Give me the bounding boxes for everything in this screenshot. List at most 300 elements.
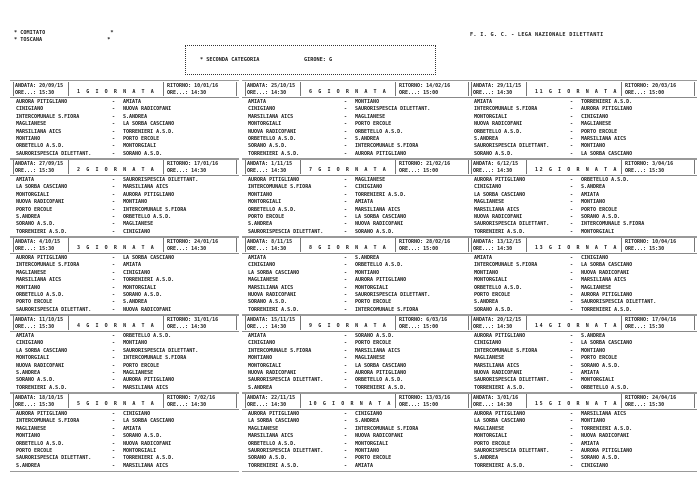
match-dash: - (570, 206, 574, 213)
home-team: PORTO ERCOLE (474, 440, 511, 447)
andata-date: ANDATA: 20/09/15 (15, 83, 64, 89)
match-dash: - (112, 411, 116, 417)
match-dash: - (344, 284, 348, 291)
round-number: 13 G I O R N A T A (535, 245, 618, 251)
away-team: AMIATA (123, 425, 142, 432)
match-row (242, 136, 471, 143)
away-team: CINIGIANO (581, 462, 609, 469)
andata-time: ORE...: 14:30 (247, 402, 287, 408)
home-team: MONTORGIALI (248, 121, 282, 128)
away-team: NUOVA RADICOFANI (581, 433, 630, 440)
match-row (242, 99, 471, 106)
match-row (10, 441, 239, 448)
divider-mid (526, 160, 527, 174)
match-row (10, 255, 239, 262)
round-block (468, 158, 697, 238)
home-team: PORTO ERCOLE (248, 213, 285, 220)
match-dash: - (112, 184, 116, 191)
divider-right (163, 394, 164, 408)
away-team: MONTIANO (355, 447, 380, 454)
match-row (10, 214, 239, 221)
divider-left (471, 160, 472, 174)
match-row (468, 192, 697, 199)
away-team: NUOVA RADICOFANI (355, 221, 404, 228)
match-list (468, 177, 697, 236)
match-row (10, 285, 239, 292)
away-team: MONTIANO (123, 340, 148, 347)
away-team: MONTIANO (581, 199, 606, 206)
home-team: MARSILIANA AICS (248, 284, 294, 291)
ritorno-date: RITORNO: 13/03/16 (399, 395, 451, 401)
divider-right (621, 82, 622, 96)
away-team: TORRENIERI A.S.D. (123, 128, 175, 135)
match-row (468, 214, 697, 221)
divider-left (245, 160, 246, 174)
home-team: MONTIANO (248, 191, 273, 198)
divider-mid (526, 316, 527, 330)
divider-right (395, 160, 396, 174)
away-team: ORBETELLO A.S.D. (355, 377, 404, 384)
home-team: MAGLIANESE (248, 425, 279, 432)
away-team: PORTO ERCOLE (355, 340, 392, 347)
home-team: AURORA PITIGLIANO (16, 99, 68, 105)
match-row (468, 285, 697, 292)
divider-mid (300, 394, 301, 408)
home-team: INTERCOMUNALE S.FIORA (474, 347, 538, 354)
match-dash: - (112, 455, 116, 462)
round-header (242, 393, 471, 410)
match-dash: - (344, 262, 348, 269)
match-dash: - (344, 121, 348, 128)
match-dash: - (344, 143, 348, 150)
home-team: LA SORBA CASCIANO (16, 184, 68, 191)
home-team: S.ANDREA (16, 213, 41, 220)
home-team: MARSILIANA AICS (474, 362, 520, 369)
match-row (468, 370, 697, 377)
match-row (468, 136, 697, 143)
match-dash: - (344, 433, 348, 440)
round-number: 1 G I O R N A T A (77, 89, 156, 95)
match-dash: - (112, 425, 116, 432)
match-row (10, 262, 239, 269)
match-row (242, 377, 471, 384)
match-row (242, 455, 471, 462)
ritorno-date: RITORNO: 10/01/16 (167, 83, 219, 89)
match-row (10, 463, 239, 470)
match-dash: - (570, 113, 574, 120)
match-list (468, 333, 697, 392)
away-team: AMIATA (123, 262, 142, 269)
away-team: MONTORGIALI (355, 284, 389, 291)
away-team: CINIGIANO (355, 411, 383, 417)
round-number: 8 G I O R N A T A (309, 245, 388, 251)
match-dash: - (570, 384, 574, 391)
match-row (10, 207, 239, 214)
home-team: MONTORGIALI (16, 191, 50, 198)
round-number: 5 G I O R N A T A (77, 401, 156, 407)
home-team: INTERCOMUNALE S.FIORA (248, 347, 312, 354)
home-team: AMIATA (248, 99, 267, 105)
divider-end (694, 238, 695, 252)
home-team: PORTO ERCOLE (16, 299, 53, 306)
home-team: NUOVA RADICOFANI (16, 362, 65, 369)
home-team: ORBETELLO A.S.D. (248, 135, 297, 142)
home-team: SAURORISPESCIA DILETTANT. (474, 221, 550, 228)
away-team: PORTO ERCOLE (123, 362, 160, 369)
match-row (242, 363, 471, 370)
home-team: INTERCOMUNALE S.FIORA (474, 262, 538, 269)
andata-time: ORE...: 15:30 (15, 168, 55, 174)
home-team: MONTORGIALI (474, 277, 508, 284)
match-row (468, 221, 697, 228)
ritorno-date: RITORNO: 20/03/16 (625, 83, 677, 89)
home-team: ORBETELLO A.S.D. (474, 128, 523, 135)
andata-date: ANDATA: 25/10/15 (247, 83, 296, 89)
match-row (242, 262, 471, 269)
home-team: LA SORBA CASCIANO (474, 191, 526, 198)
round-number: 6 G I O R N A T A (309, 89, 388, 95)
match-dash: - (344, 213, 348, 220)
match-row (10, 184, 239, 191)
home-team: SAURORISPESCIA DILETTANT. (474, 143, 550, 150)
match-row (242, 441, 471, 448)
away-team: CINIGIANO (581, 113, 609, 120)
away-team: MAGLIANESE (355, 355, 386, 362)
match-row (468, 455, 697, 462)
divider-left (471, 238, 472, 252)
round-header (10, 315, 239, 332)
round-header (10, 159, 239, 176)
home-team: CINIGIANO (16, 340, 44, 347)
match-dash: - (344, 347, 348, 354)
away-team: MARSILIANA AICS (123, 184, 169, 191)
home-team: SAURORISPESCIA DILETTANT. (248, 228, 324, 235)
ritorno-time: ORE...: 15:00 (625, 90, 665, 96)
divider-left (245, 82, 246, 96)
andata-date: ANDATA: 3/01/16 (473, 395, 519, 401)
away-team: LA SORBA CASCIANO (123, 255, 175, 261)
match-row (242, 463, 471, 470)
match-row (242, 143, 471, 150)
match-dash: - (344, 199, 348, 206)
match-dash: - (112, 377, 116, 384)
match-row (468, 433, 697, 440)
divider-end (694, 160, 695, 174)
match-dash: - (112, 191, 116, 198)
away-team: PORTO ERCOLE (355, 121, 392, 128)
home-team: LA SORBA CASCIANO (248, 418, 300, 425)
away-team: LA SORBA CASCIANO (355, 213, 407, 220)
ritorno-time: ORE...: 15:00 (399, 246, 439, 252)
match-dash: - (112, 299, 116, 306)
match-row (242, 411, 471, 418)
away-team: AURORA PITIGLIANO (123, 377, 175, 384)
match-dash: - (344, 369, 348, 376)
andata-time: ORE...: 14:30 (473, 246, 513, 252)
match-dash: - (344, 447, 348, 454)
away-team: AURORA PITIGLIANO (581, 447, 633, 454)
match-row (468, 143, 697, 150)
home-team: CINIGIANO (16, 106, 44, 113)
match-row (468, 441, 697, 448)
match-dash: - (112, 440, 116, 447)
match-dash: - (344, 299, 348, 306)
andata-date: ANDATA: 1/11/15 (247, 161, 293, 167)
away-team: CINIGIANO (581, 255, 609, 261)
match-dash: - (344, 384, 348, 391)
away-team: MAGLIANESE (355, 113, 386, 120)
match-dash: - (570, 191, 574, 198)
match-dash: - (112, 135, 116, 142)
away-team: MAGLIANESE (581, 284, 612, 291)
match-dash: - (112, 121, 116, 128)
divider-right (163, 238, 164, 252)
home-team: MARSILIANA AICS (248, 433, 294, 440)
away-team: LA SORBA CASCIANO (581, 150, 633, 157)
federation-title: F. I. G. C. - LEGA NAZIONALE DILETTANTI (470, 32, 604, 38)
away-team: MONTIANO (581, 143, 606, 150)
region-line: * TOSCANA * (14, 37, 111, 43)
home-team: MONTIANO (16, 433, 41, 440)
away-team: AURORA PITIGLIANO (581, 106, 633, 113)
away-team: INTERCOMUNALE S.FIORA (355, 306, 419, 313)
match-dash: - (570, 306, 574, 313)
home-team: CINIGIANO (248, 106, 276, 113)
divider-left (471, 394, 472, 408)
round-header (242, 315, 471, 332)
home-team: CINIGIANO (248, 340, 276, 347)
round-header (242, 237, 471, 254)
match-dash: - (112, 206, 116, 213)
match-dash: - (570, 455, 574, 462)
divider-end (694, 316, 695, 330)
match-dash: - (112, 143, 116, 150)
away-team: MARSILIANA AICS (355, 347, 401, 354)
match-dash: - (112, 340, 116, 347)
match-row (242, 285, 471, 292)
match-dash: - (112, 221, 116, 228)
match-row (10, 192, 239, 199)
match-row (468, 377, 697, 384)
home-team: MARSILIANA AICS (248, 113, 294, 120)
match-row (10, 340, 239, 347)
home-team: MAGLIANESE (16, 425, 47, 432)
match-row (10, 377, 239, 384)
match-list (242, 411, 471, 470)
match-row (468, 106, 697, 113)
match-dash: - (570, 369, 574, 376)
andata-date: ANDATA: 6/12/15 (473, 161, 519, 167)
match-dash: - (112, 384, 116, 391)
away-team: ORBETELLO A.S.D. (355, 262, 404, 269)
andata-date: ANDATA: 11/10/15 (15, 317, 64, 323)
match-dash: - (570, 333, 574, 339)
andata-date: ANDATA: 4/10/15 (15, 239, 61, 245)
andata-time: ORE...: 14:30 (247, 246, 287, 252)
divider-left (245, 394, 246, 408)
away-team: AURORA PITIGLIANO (355, 277, 407, 284)
away-team: AURORA PITIGLIANO (355, 150, 407, 157)
round-block (468, 314, 697, 394)
match-dash: - (112, 262, 116, 269)
committee-line: * COMITATO * (14, 30, 114, 36)
round-block (10, 158, 239, 238)
away-team: ORBETELLO A.S.D. (355, 128, 404, 135)
home-team: SAURORISPESCIA DILETTANT. (248, 447, 324, 454)
match-row (468, 340, 697, 347)
away-team: MONTIANO (123, 199, 148, 206)
ritorno-time: ORE...: 15:00 (399, 168, 439, 174)
home-team: LA SORBA CASCIANO (248, 269, 300, 276)
away-team: CINIGIANO (123, 228, 151, 235)
match-list (10, 255, 239, 314)
away-team: MONTIANO (581, 418, 606, 425)
divider-right (621, 160, 622, 174)
round-header (242, 159, 471, 176)
match-dash: - (344, 113, 348, 120)
match-row (10, 370, 239, 377)
divider-mid (526, 82, 527, 96)
away-team: MARSILIANA AICS (581, 277, 627, 284)
home-team: AMIATA (474, 99, 493, 105)
match-dash: - (344, 291, 348, 298)
match-dash: - (344, 462, 348, 469)
match-dash: - (344, 184, 348, 191)
divider-left (13, 82, 14, 96)
match-dash: - (344, 150, 348, 157)
match-row (10, 270, 239, 277)
fixture-column (468, 80, 697, 470)
home-team: CINIGIANO (474, 340, 502, 347)
match-dash: - (344, 362, 348, 369)
round-header (468, 315, 697, 332)
match-row (10, 143, 239, 150)
away-team: INTERCOMUNALE S.FIORA (355, 143, 419, 150)
home-team: S.ANDREA (16, 462, 41, 469)
match-row (468, 121, 697, 128)
match-row (242, 340, 471, 347)
divider-mid (300, 160, 301, 174)
match-dash: - (570, 291, 574, 298)
home-team: ORBETELLO A.S.D. (16, 143, 65, 150)
home-team: NUOVA RADICOFANI (16, 199, 65, 206)
match-dash: - (570, 411, 574, 417)
home-team: TORRENIERI A.S.D. (474, 228, 526, 235)
match-dash: - (344, 440, 348, 447)
away-team: CINIGIANO (123, 411, 151, 417)
match-row (242, 348, 471, 355)
home-team: TORRENIERI A.S.D. (248, 150, 300, 157)
away-team: SAURORISPESCIA DILETTANT. (581, 299, 657, 306)
ritorno-time: ORE...: 14:30 (167, 246, 207, 252)
away-team: MONTORGIALI (581, 377, 615, 384)
match-row (242, 333, 471, 340)
away-team: INTERCOMUNALE S.FIORA (355, 425, 419, 432)
match-row (242, 355, 471, 362)
match-dash: - (344, 333, 348, 339)
match-row (10, 221, 239, 228)
match-row (242, 214, 471, 221)
match-dash: - (112, 128, 116, 135)
match-row (10, 348, 239, 355)
home-team: SORANO A.S.D. (16, 377, 56, 384)
home-team: AURORA PITIGLIANO (248, 411, 300, 417)
away-team: S.ANDREA (355, 255, 380, 261)
match-list (10, 411, 239, 470)
match-dash: - (570, 143, 574, 150)
divider-mid (526, 394, 527, 408)
match-row (468, 333, 697, 340)
match-dash: - (112, 99, 116, 105)
ritorno-time: ORE...: 15:30 (625, 324, 665, 330)
away-team: INTERCOMUNALE S.FIORA (123, 206, 187, 213)
away-team: AMIATA (581, 369, 600, 376)
home-team: AURORA PITIGLIANO (474, 411, 526, 417)
round-number: 3 G I O R N A T A (77, 245, 156, 251)
away-team: PORTO ERCOLE (581, 355, 618, 362)
home-team: S.ANDREA (248, 384, 273, 391)
ritorno-date: RITORNO: 24/04/16 (625, 395, 677, 401)
match-dash: - (570, 199, 574, 206)
home-team: AMIATA (474, 255, 493, 261)
andata-date: ANDATA: 15/11/15 (247, 317, 296, 323)
round-header (242, 81, 471, 98)
away-team: S.ANDREA (355, 135, 380, 142)
match-row (242, 448, 471, 455)
away-team: NUOVA RADICOFANI (123, 306, 172, 313)
home-team: TORRENIERI A.S.D. (248, 462, 300, 469)
away-team: AURORA PITIGLIANO (123, 191, 175, 198)
match-dash: - (112, 284, 116, 291)
match-dash: - (570, 347, 574, 354)
match-list (242, 333, 471, 392)
home-team: MONTORGIALI (248, 199, 282, 206)
match-dash: - (570, 440, 574, 447)
away-team: MONTIANO (581, 347, 606, 354)
ritorno-date: RITORNO: 6/03/16 (399, 317, 448, 323)
away-team: SORANO A.S.D. (123, 291, 163, 298)
match-dash: - (570, 262, 574, 269)
home-team: MAGLIANESE (16, 121, 47, 128)
home-team: MONTORGIALI (474, 433, 508, 440)
match-row (10, 199, 239, 206)
match-row (242, 433, 471, 440)
match-list (10, 333, 239, 392)
match-dash: - (344, 99, 348, 105)
round-block (468, 236, 697, 316)
andata-date: ANDATA: 22/11/15 (247, 395, 296, 401)
home-team: AURORA PITIGLIANO (16, 255, 68, 261)
match-row (10, 455, 239, 462)
away-team: NUOVA RADICOFANI (581, 269, 630, 276)
match-row (242, 299, 471, 306)
home-team: SAURORISPESCIA DILETTANT. (16, 306, 92, 313)
andata-time: ORE...: 15:30 (15, 90, 55, 96)
match-dash: - (112, 418, 116, 425)
match-row (10, 121, 239, 128)
home-team: MARSILIANA AICS (474, 206, 520, 213)
home-team: ORBETELLO A.S.D. (474, 284, 523, 291)
ritorno-time: ORE...: 14:30 (167, 168, 207, 174)
home-team: SAURORISPESCIA DILETTANT. (16, 150, 92, 157)
match-dash: - (570, 362, 574, 369)
match-dash: - (344, 377, 348, 384)
ritorno-date: RITORNO: 17/04/16 (625, 317, 677, 323)
away-team: TORRENIERI A.S.D. (581, 99, 633, 105)
match-row (242, 199, 471, 206)
andata-time: ORE...: 14:30 (473, 324, 513, 330)
match-row (242, 129, 471, 136)
